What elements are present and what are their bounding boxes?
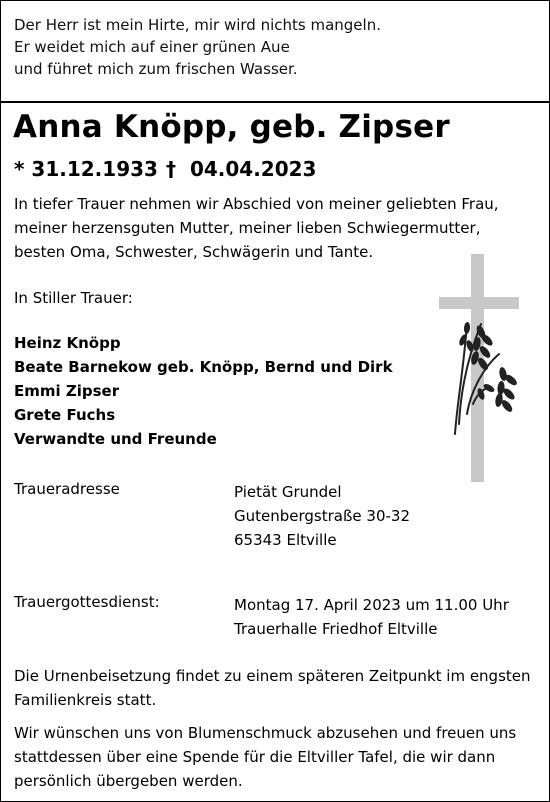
urn-line: Familienkreis statt. xyxy=(14,691,157,709)
address-label: Traueradresse xyxy=(14,480,120,498)
flowers-line: Wir wünschen uns von Blumenschmuck abzusehen und freuen uns xyxy=(14,724,517,742)
flowers-notice xyxy=(14,721,516,793)
mourner-name: Grete Fuchs xyxy=(14,406,116,424)
death-date: 04.04.2023 xyxy=(189,157,317,181)
flowers-line: stattdessen über eine Spende für die Eltviller Tafel, die wir dann xyxy=(14,748,496,766)
psalm-quote xyxy=(14,14,381,80)
mourners-list xyxy=(14,331,393,451)
dagger-icon: † xyxy=(166,157,176,181)
mourner-name: Heinz Knöpp xyxy=(14,334,121,352)
divider xyxy=(0,101,550,103)
address-line: 65343 Eltville xyxy=(234,531,337,549)
service-line: Montag 17. April 2023 um 11.00 Uhr xyxy=(234,596,509,614)
mourner-name: Emmi Zipser xyxy=(14,382,120,400)
cross-with-wheat-icon xyxy=(437,254,527,484)
service-line: Trauerhalle Friedhof Eltville xyxy=(234,620,438,638)
intro-line: besten Oma, Schwester, Schwägerin und Tante. xyxy=(14,243,374,261)
address-line: Pietät Grundel xyxy=(234,483,342,501)
mourner-name: Verwandte und Freunde xyxy=(14,430,217,448)
psalm-line: Der Herr ist mein Hirte, mir wird nichts mangeln. xyxy=(14,16,381,34)
intro-line: meiner herzensguten Mutter, meiner lieben Schwiegermutter, xyxy=(14,219,481,237)
flowers-line: persönlich übergeben werden. xyxy=(14,772,243,790)
birth-date: * 31.12.1933 xyxy=(14,157,158,181)
service-block xyxy=(234,593,509,641)
service-label: Trauergottesdienst: xyxy=(14,593,160,611)
intro-line: In tiefer Trauer nehmen wir Abschied von meiner geliebten Frau, xyxy=(14,195,499,213)
life-dates xyxy=(14,157,317,181)
urn-line: Die Urnenbeisetzung findet zu einem späteren Zeitpunkt im engsten xyxy=(14,667,531,685)
address-line: Gutenbergstraße 30-32 xyxy=(234,507,411,525)
urn-notice xyxy=(14,664,531,712)
mourner-name: Beate Barnekow geb. Knöpp, Bernd und Dirk xyxy=(14,358,393,376)
address-block xyxy=(234,480,410,552)
psalm-line: und führet mich zum frischen Wasser. xyxy=(14,60,298,78)
deceased-name: Anna Knöpp, geb. Zipser xyxy=(13,109,450,145)
stiller-trauer-label: In Stiller Trauer: xyxy=(14,289,133,307)
psalm-line: Er weidet mich auf einer grünen Aue xyxy=(14,38,290,56)
death-date-group xyxy=(166,157,316,181)
